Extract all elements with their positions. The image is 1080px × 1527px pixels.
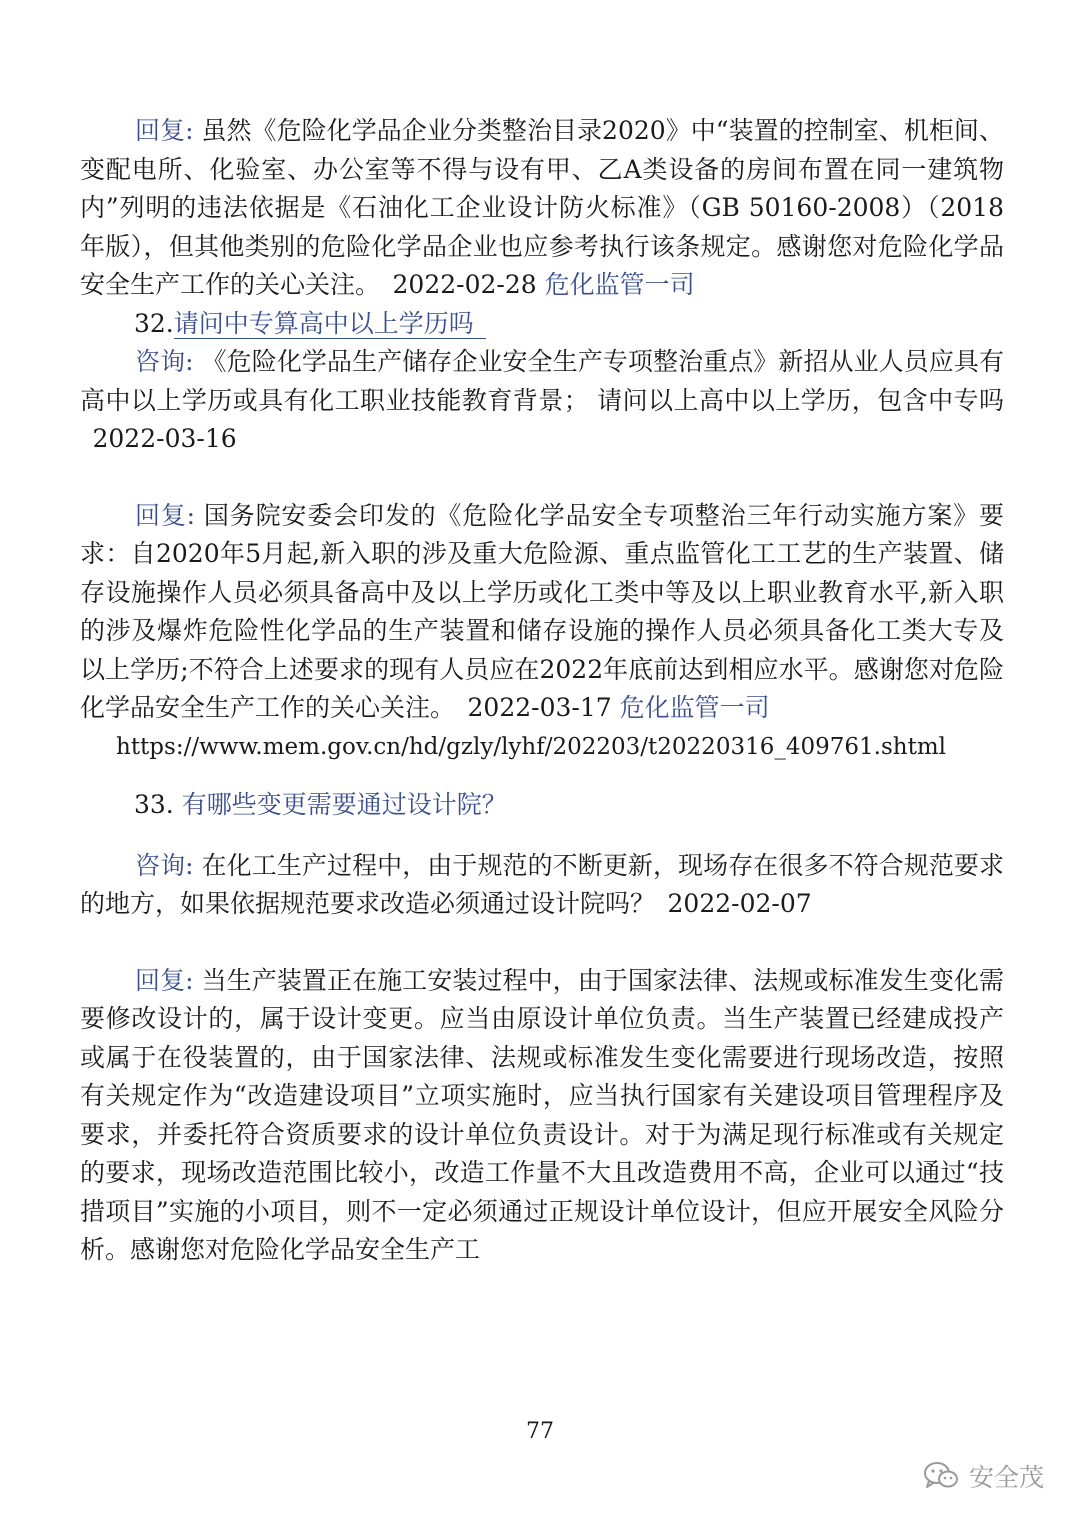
consult-date: 2022-03-16 <box>92 424 237 453</box>
wechat-icon <box>923 1461 959 1491</box>
consult-date: 2022-02-07 <box>667 889 812 918</box>
watermark <box>923 1454 1044 1498</box>
consult-text: 《危险化学品生产储存企业安全生产专项整治重点》新招从业人员应具有高中以上学历或具有化工职业技能教育背景； 请问以上高中以上学历，包含中专吗 <box>80 347 1004 415</box>
paragraph-gap <box>80 459 1004 497</box>
question-title-link[interactable]: 请问中专算高中以上学历吗 <box>174 309 486 339</box>
document-page <box>80 112 1004 1270</box>
consult-label: 咨询: <box>135 347 194 376</box>
reply-text: 虽然《危险化学品企业分类整治目录2020》中“装置的控制室、机柜间、变配电所、化验室、办公室等不得与设有甲、乙A类设备的房间布置在同一建筑物内”列明的违法依据是《石油化工企业设计防火标准》（GB 50160-2008）（2018年版），但其他类别的危险化学品企业也应参考执行该条规定。感谢您对危险化学品安全生产工作的关心关注。 <box>80 116 1004 299</box>
reply-label: 回复: <box>135 965 194 995</box>
paragraph-gap <box>80 825 1004 847</box>
reply-paragraph-31 <box>80 112 1004 305</box>
consult-paragraph-32 <box>80 343 1004 459</box>
question-number: 33. <box>134 790 174 819</box>
consult-text: 在化工生产过程中，由于规范的不断更新，现场存在很多不符合规范要求的地方，如果依据规范要求改造必须通过设计院吗？ <box>80 850 1004 918</box>
reply-text: 国务院安委会印发的《危险化学品安全专项整治三年行动实施方案》要求：自2020年5月起,新入职的涉及重大危险源、重点监管化工工艺的生产装置、储存设施操作人员必须具备高中及以上学历或化工类中等及以上职业教育水平,新入职的涉及爆炸危险性化学品的生产装置和储存设施的操作人员必须具备化工类大专及以上学历;不符合上述要求的现有人员应在2022年底前达到相应水平。感谢您对危险化学品安全生产工作的关心关注。 <box>80 500 1004 722</box>
paragraph-gap <box>80 766 1004 786</box>
watermark-text: 安全茂 <box>968 1463 1044 1492</box>
reply-paragraph-32 <box>80 497 1004 728</box>
question-title: 有哪些变更需要通过设计院？ <box>181 790 507 819</box>
reply-text: 当生产装置正在施工安装过程中，由于国家法律、法规或标准发生变化需要修改设计的，属于设计变更。应当由原设计单位负责。当生产装置已经建成投产或属于在役装置的，由于国家法律、法规或标准发生变化需要进行现场改造，按照有关规定作为“改造建设项目”立项实施时，应当执行国家有关建设项目管理程序及要求，并委托符合资质要求的设计单位负责设计。对于为满足现行标准或有关规定的要求，现场改造范围比较小，改造工作量不大且改造费用不高，企业可以通过“技措项目”实施的小项目，则不一定必须通过正规设计单位设计，但应开展安全风险分析。感谢您对危险化学品安全生产工 <box>80 965 1004 1264</box>
source-url[interactable]: https://www.mem.gov.cn/hd/gzly/lyhf/202203/t20220316_409761.shtml <box>116 733 946 760</box>
reply-label: 回复: <box>135 500 196 530</box>
reply-date: 2022-02-28 <box>392 270 537 299</box>
reply-date: 2022-03-17 <box>467 693 612 722</box>
reply-label: 回复: <box>135 116 194 145</box>
reply-org: 危化监管一司 <box>544 270 695 299</box>
question-heading-32 <box>80 305 1004 344</box>
reply-paragraph-33 <box>80 962 1004 1270</box>
page-number: 77 <box>526 1419 554 1444</box>
paragraph-gap <box>80 924 1004 962</box>
consult-paragraph-33 <box>80 847 1004 924</box>
reply-org: 危化监管一司 <box>619 693 770 722</box>
consult-label: 咨询: <box>135 850 194 880</box>
question-heading-33 <box>80 786 1004 825</box>
question-number: 32. <box>134 308 174 338</box>
